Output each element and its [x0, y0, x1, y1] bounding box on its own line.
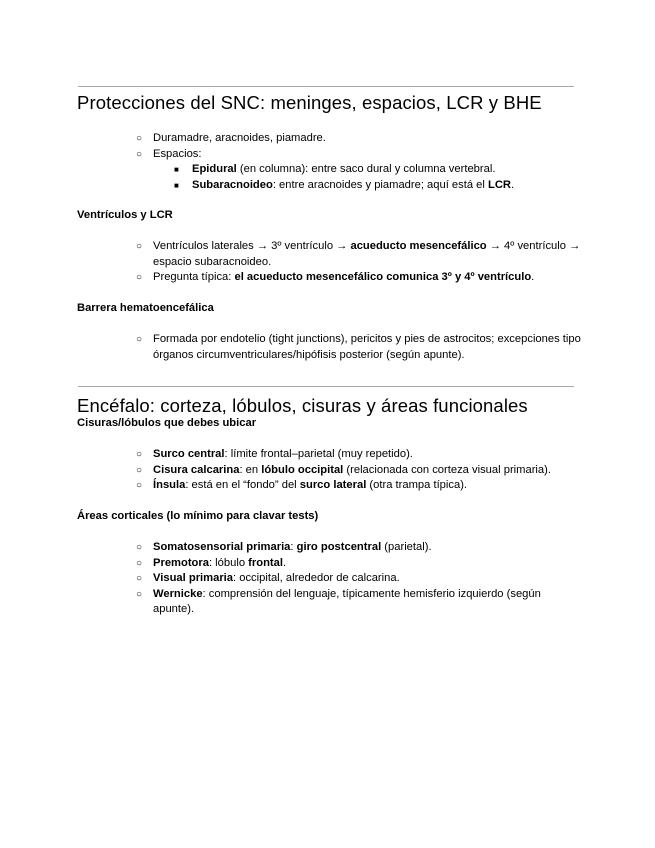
- circle-bullet-icon: ○: [136, 557, 143, 569]
- list-item: ○ Visual primaria: occipital, alrededor de calcarina.: [153, 571, 583, 587]
- circle-bullet-icon: ○: [136, 588, 143, 600]
- circle-bullet-icon: ○: [136, 241, 143, 252]
- circle-bullet-icon: ○: [136, 272, 143, 284]
- list-item: ○ Surco central: límite frontal–parietal (muy repetido).: [153, 447, 583, 463]
- section-divider: [78, 386, 574, 387]
- circle-bullet-icon: ○: [136, 542, 143, 553]
- barrera-list: [136, 332, 583, 363]
- circle-bullet-icon: ○: [136, 480, 143, 492]
- circle-bullet-icon: ○: [136, 334, 143, 345]
- list-item: ○ Pregunta típica: el acueducto mesencefálico comunica 3º y 4º ventrículo.: [153, 270, 583, 286]
- circle-bullet-icon: ○: [136, 148, 143, 160]
- list-item: ○ Wernicke: comprensión del lenguaje, típicamente hemisferio izquierdo (según apunte).: [136, 587, 541, 616]
- subheading-ventriculos: Ventrículos y LCR: [77, 209, 173, 221]
- list-item: ○ Formada por endotelio (tight junctions), pericitos y pies de astrocitos; excepciones tipo órganos circumventriculares/hipófisis posterior (según apunte).: [136, 333, 581, 361]
- cisuras-list: [136, 447, 583, 494]
- square-bullet-icon: ■: [174, 165, 179, 174]
- list-item: ○ Premotora: lóbulo frontal.: [153, 556, 583, 572]
- espacios-sublist: [174, 162, 582, 193]
- ventriculos-list: [136, 239, 583, 286]
- circle-bullet-icon: ○: [136, 133, 143, 144]
- list-item: ○ Duramadre, aracnoides, piamadre.: [153, 131, 583, 147]
- list-item: ○ Cisura calcarina: en lóbulo occipital (relacionada con corteza visual primaria).: [153, 463, 583, 479]
- circle-bullet-icon: ○: [136, 573, 143, 585]
- list-item: ○ Ínsula: está en el “fondo” del surco lateral (otra trampa típica).: [153, 478, 583, 494]
- section-title-encefalo: Encéfalo: corteza, lóbulos, cisuras y áreas funcionales: [77, 395, 528, 416]
- list-item: ○ Espacios:: [153, 147, 583, 163]
- list-item: ■ Epidural (en columna): entre saco dural y columna vertebral.: [192, 162, 582, 178]
- section-divider: [78, 86, 574, 87]
- section-title-protecciones: Protecciones del SNC: meninges, espacios, LCR y BHE: [77, 92, 542, 113]
- list-item: ■ Subaracnoideo: entre aracnoides y piamadre; aquí está el LCR.: [192, 178, 582, 194]
- areas-list: [136, 540, 583, 618]
- square-bullet-icon: ■: [174, 180, 179, 190]
- subheading-barrera: Barrera hematoencefálica: [77, 302, 214, 314]
- list-item: ○ Somatosensorial primaria: giro postcentral (parietal).: [153, 540, 583, 556]
- meninges-list: [136, 131, 583, 162]
- subheading-cisuras: Cisuras/lóbulos que debes ubicar: [77, 417, 257, 429]
- circle-bullet-icon: ○: [136, 449, 143, 460]
- subheading-areas: Áreas corticales (lo mínimo para clavar tests): [77, 510, 319, 522]
- circle-bullet-icon: ○: [136, 464, 143, 476]
- list-item: ○ Ventrículos laterales → 3º ventrículo → acueducto mesencefálico → 4º ventrículo → espacio subaracnoideo.: [136, 240, 581, 268]
